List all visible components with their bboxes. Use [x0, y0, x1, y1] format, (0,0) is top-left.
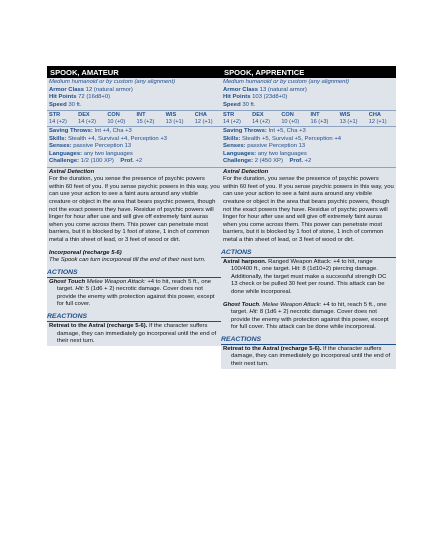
ability-value: 13 (+1): [165, 118, 184, 125]
ability-value: 14 (+2): [49, 118, 67, 125]
speed: [47, 102, 222, 110]
actions-heading: ACTIONS: [221, 248, 252, 256]
trait-title: Astral Detection: [49, 168, 95, 175]
ability-value: 13 (+1): [339, 118, 358, 125]
creature-type: Medium humanoid or by custom (any alignment): [49, 79, 176, 85]
trait-text: For the duration, you sense the presence of psychic powers within 60 feet of you. If you sense psychic powers in this way, you can use your action to see a faint aura around any visible creature or object in the area that bears psychic powers, though not the exact powers they have. Residue of psychic powers will linger for hour after use and will give off extremely faint auras when you come across them. This power can penetrate most barriers, but it is blocked by 1 foot of stone, 1 inch of common metal a thin sheet of lead, or 3 feet of wood or dirt.: [223, 176, 394, 243]
hit-points-label: Hit Points: [223, 94, 251, 100]
ability-header: CHA: [368, 112, 381, 118]
statblock-title: SPOOK, AMATEUR: [47, 66, 222, 78]
languages-value: any two languages: [82, 150, 133, 157]
senses-label: Senses:: [223, 143, 246, 150]
statblock-amateur-box: [47, 66, 222, 346]
ability-value: 14 (+2): [223, 118, 241, 125]
ability-header: STR: [49, 112, 61, 118]
speed-label: Speed: [223, 101, 241, 108]
heading-rule: [221, 344, 396, 345]
ability-header: CON: [107, 112, 120, 118]
trait-text: For the duration, you sense the presence of psychic powers within 60 feet of you. If you sense psychic powers in this way, you can use your action to see a faint aura around any visible creature or object in the area that bears psychic powers, though not the exact powers they have. Residue of psychic powers will linger for hour after use and will give off extremely faint auras when you come across them. This power can penetrate most barriers, but it is blocked by 1 foot of stone, 1 inch of common metal a thin sheet of lead, or 3 feet of wood or dirt.: [49, 176, 220, 243]
prof-value: +2: [133, 158, 143, 165]
creature-type: Medium humanoid or by custom (any alignment): [223, 79, 350, 85]
heading-rule: [47, 277, 222, 278]
skills: [221, 136, 396, 144]
ability-header: WIS: [165, 112, 177, 118]
reaction-name: Retreat to the Astral (recharge 5-6).: [49, 323, 148, 329]
hit-points-label: Hit Points: [49, 94, 77, 100]
armor-class: [221, 87, 396, 95]
languages-label: Languages:: [49, 150, 83, 157]
saving-throws-value: Int +4, Cha +3: [92, 128, 132, 135]
hit-points-value: 72 (16d8+0): [76, 94, 111, 100]
ability-header: CHA: [194, 112, 207, 118]
action-hit-label: Hit:: [75, 286, 85, 293]
speed-value: 30 ft.: [66, 101, 82, 108]
trait-title: Incorporeal (recharge 5-6): [49, 249, 122, 256]
action-text: +4 to hit, reach 5 ft., one target.: [57, 278, 212, 293]
senses-label: Senses:: [49, 143, 72, 150]
senses-value: passive Perception 13: [245, 143, 306, 150]
challenge-label: Challenge:: [49, 158, 80, 165]
reaction-retreat: [221, 346, 396, 369]
ability-header: CON: [281, 112, 294, 118]
statblock-amateur: [47, 66, 222, 346]
trait-title: Astral Detection: [223, 168, 269, 175]
ability-header: DEX: [78, 112, 90, 118]
hit-points: [47, 94, 222, 102]
ability-value: 16 (+3): [310, 118, 329, 125]
speed: [221, 102, 396, 110]
ability-header: DEX: [252, 112, 264, 118]
senses: [221, 143, 396, 151]
speed-label: Speed: [49, 101, 67, 108]
ability-header: WIS: [339, 112, 351, 118]
action-name: Astral harpoon.: [223, 258, 267, 265]
reaction-name: Retreat to the Astral (recharge 5-6).: [223, 345, 322, 352]
statblock-title: SPOOK, APPRENTICE: [221, 66, 396, 78]
statblock-apprentice: [221, 66, 396, 369]
skills-label: Skills:: [223, 135, 241, 142]
divider: [47, 167, 222, 168]
action-name: Ghost Touch: [49, 278, 86, 285]
languages: [47, 151, 222, 159]
hit-points-value: 103 (23d8+0): [250, 94, 288, 100]
ability-scores: [221, 112, 396, 125]
skills-value: Stealth +5, Survival +5, Perception +4: [240, 135, 342, 142]
challenge-label: Challenge:: [223, 158, 254, 165]
ability-value: 14 (+2): [252, 118, 271, 125]
ability-value: 14 (+2): [78, 118, 97, 125]
ability-value: 15 (+2): [136, 118, 155, 125]
ability-header: STR: [223, 112, 235, 118]
ability-header: INT: [136, 112, 146, 118]
armor-class: [47, 87, 222, 95]
action-type: . Melee Weapon Attack:: [259, 301, 322, 308]
ability-value: 10 (+0): [107, 118, 126, 125]
saving-throws-label: Saving Throws:: [49, 128, 93, 135]
challenge-value: 1/2 (100 XP): [79, 158, 114, 165]
statblock-apprentice-box: [221, 66, 396, 369]
ability-value: 12 (+1): [368, 118, 387, 125]
challenge: [47, 158, 222, 166]
armor-class-label: Armor Class: [49, 86, 85, 93]
saving-throws: [221, 128, 396, 136]
action-astral-harpoon: [221, 259, 396, 297]
action-hit-label: Hit:: [249, 309, 259, 316]
ability-value: 10 (+0): [281, 118, 300, 125]
action-type: Melee Weapon Attack:: [85, 278, 146, 285]
divider: [221, 110, 396, 111]
reaction-text: If the character suffers damage, they can immediately go incorporeal until the end of their next turn.: [231, 345, 391, 368]
divider: [221, 167, 396, 168]
speed-value: 30 ft.: [240, 101, 256, 108]
divider: [221, 126, 396, 127]
hit-points: [221, 94, 396, 102]
skills-value: Stealth +4, Survival +4, Perception +3: [66, 135, 168, 142]
reactions-heading: REACTIONS: [47, 313, 88, 320]
armor-class-value: 12 (natural armor): [84, 86, 133, 93]
prof-label: Prof.: [289, 158, 303, 165]
languages-label: Languages:: [223, 150, 257, 157]
languages-value: any two languages: [256, 150, 307, 157]
action-text: Ranged Weapon Attack: +4 to hit, range 100/400 ft., one target. Hit: 8 (1d10+2) piercing damage. Additionally, the target must make a successful strength DC 13 check or be pulled 30 feet per round. This attack can be done while incorporeal.: [231, 258, 387, 295]
senses: [47, 143, 222, 151]
reaction-text: If the character suffers damage, they can immediately go incorporeal until the end of their next turn.: [57, 323, 217, 345]
senses-value: passive Perception 13: [71, 143, 132, 150]
challenge-value: 2 (450 XP): [253, 158, 283, 165]
skills-label: Skills:: [49, 135, 67, 142]
action-text: 5 (1d6 + 2) necrotic damage. Cover does not provide the enemy with protection against this power, except for full cover.: [57, 286, 215, 308]
ability-value: 12 (+1): [194, 118, 213, 125]
ability-header: INT: [310, 112, 320, 118]
ability-scores: [47, 112, 222, 125]
actions-heading: ACTIONS: [47, 268, 78, 276]
divider: [47, 126, 222, 127]
saving-throws-value: Int +5, Cha +3: [266, 128, 306, 135]
skills: [47, 136, 222, 144]
trait-text: The Spook can turn incorporeal till the end of their next turn.: [49, 257, 206, 264]
languages: [221, 151, 396, 159]
action-ghost-touch: [47, 279, 222, 309]
reaction-retreat: [47, 323, 222, 346]
action-ghost-touch: [221, 302, 396, 332]
heading-rule: [221, 257, 396, 258]
reactions-heading: REACTIONS: [221, 335, 262, 343]
saving-throws-label: Saving Throws:: [223, 128, 267, 135]
challenge: [221, 158, 396, 166]
armor-class-value: 13 (natural armor): [258, 86, 307, 93]
action-text: 8 (1d6 + 2) necrotic damage. Cover does not provide the enemy with protection against this power, except for full cover. This attack can be done while incorporeal.: [231, 309, 389, 331]
armor-class-label: Armor Class: [223, 86, 259, 93]
action-name: Ghost Touch: [223, 301, 260, 308]
prof-label: Prof.: [120, 158, 134, 165]
prof-value: +2: [302, 158, 312, 165]
action-text: +4 to hit, reach 5 ft., one target.: [231, 301, 387, 316]
divider: [47, 110, 222, 111]
heading-rule: [47, 321, 222, 322]
saving-throws: [47, 128, 222, 136]
